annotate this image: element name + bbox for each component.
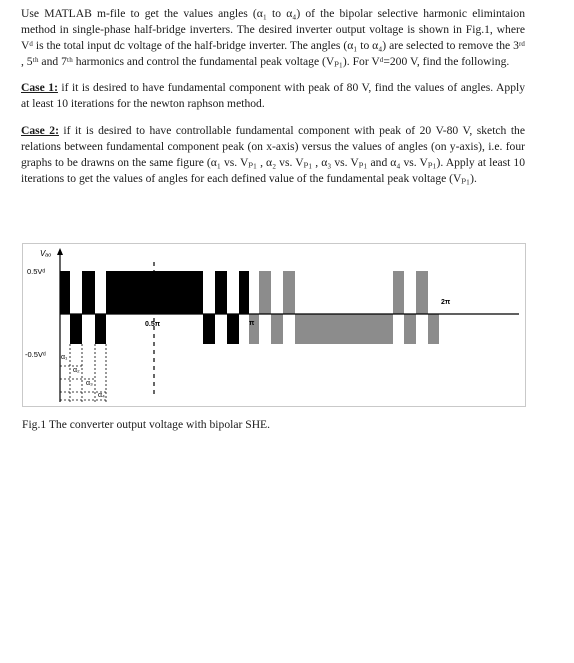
intro-line: Use MATLAB m-file to get the values angles (α₁ to α₄) of the bipolar selective harmonic xyxy=(21,7,468,20)
positive-pulse xyxy=(416,271,428,314)
intro-line: to α₄) are selected to remove the 3ʳᵈ , 5ᵗʰ and 7ᵗʰ harmonics and control the fundamental peak xyxy=(21,39,526,68)
case2-line: α₄ vs. Vₚ₁). Apply at least 10 iterations to get the values of angles for each defined value of the xyxy=(21,156,526,185)
case2-line: sketch the relations between fundamental component peak (on x-axis) versus the values of angles xyxy=(21,124,525,153)
positive-pulse xyxy=(239,271,249,314)
negative-pulse xyxy=(203,314,215,344)
y-axis-label: Vₐₒ xyxy=(40,249,52,258)
positive-pulse xyxy=(393,271,404,314)
case1-label: Case 1: xyxy=(21,81,58,94)
case1-line: if it is desired to have fundamental component with peak of 80 V, find the values of xyxy=(57,81,458,94)
case2-line: if it is desired to have controllable fundamental component with peak of 20 V-80 V, xyxy=(58,124,473,137)
case2-paragraph xyxy=(21,123,525,187)
case2-label: Case 2: xyxy=(21,124,59,137)
intro-paragraph xyxy=(21,6,525,70)
positive-pulse xyxy=(259,271,271,314)
case1-paragraph xyxy=(21,80,525,112)
negative-level-label: -0.5Vᵈ xyxy=(25,350,46,359)
positive-level-label: 0.5Vᵈ xyxy=(27,267,46,276)
waveform-figure xyxy=(22,243,526,407)
alpha4-label: α₄ xyxy=(98,392,105,399)
two-pi-label: 2π xyxy=(441,299,451,306)
negative-pulse xyxy=(95,314,106,344)
negative-pulse xyxy=(428,314,439,344)
alpha3-label: α₃ xyxy=(86,380,93,387)
negative-pulse xyxy=(404,314,416,344)
case2-line: (on y-axis), i.e. four graphs to be drawns on the same figure (α₁ vs. Vₚ₁ , α₂ vs. Vₚ₁ , α₃ vs. Vₚ₁ and xyxy=(21,140,526,169)
positive-pulse xyxy=(82,271,95,314)
case2-line: fundamental peak voltage (Vₚ₁). xyxy=(326,172,477,185)
negative-pulse xyxy=(295,314,393,344)
pulse-group xyxy=(60,271,439,344)
question-text xyxy=(21,4,525,187)
positive-pulse xyxy=(215,271,227,314)
case1-line: angles. Apply at least 10 iterations for the newton raphson method. xyxy=(21,81,526,110)
alpha2-label: α₂ xyxy=(73,367,80,374)
pi-label: π xyxy=(249,320,255,327)
half-pi-label: 0.5π xyxy=(145,321,161,328)
negative-pulse xyxy=(70,314,82,344)
negative-pulse xyxy=(227,314,239,344)
positive-pulse xyxy=(106,271,203,314)
y-axis-arrow-icon xyxy=(57,248,63,255)
intro-line: shown in Fig.1, where Vᵈ is the total input dc voltage of the half-bridge inverter. The angles (α₁ xyxy=(21,23,525,52)
intro-line: elimintaion method in single-phase half-bridge inverters. The desired inverter output voltage is xyxy=(21,7,525,36)
intro-line: voltage (Vₚ₁). For Vᵈ=200 V, find the following. xyxy=(284,55,510,68)
waveform-svg xyxy=(23,244,525,406)
alpha1-label: α₁ xyxy=(61,354,68,361)
positive-pulse xyxy=(60,271,70,314)
negative-pulse xyxy=(271,314,283,344)
figure-caption: Fig.1 The converter output voltage with bipolar SHE. xyxy=(22,418,271,431)
negative-pulse xyxy=(249,314,259,344)
positive-pulse xyxy=(283,271,295,314)
